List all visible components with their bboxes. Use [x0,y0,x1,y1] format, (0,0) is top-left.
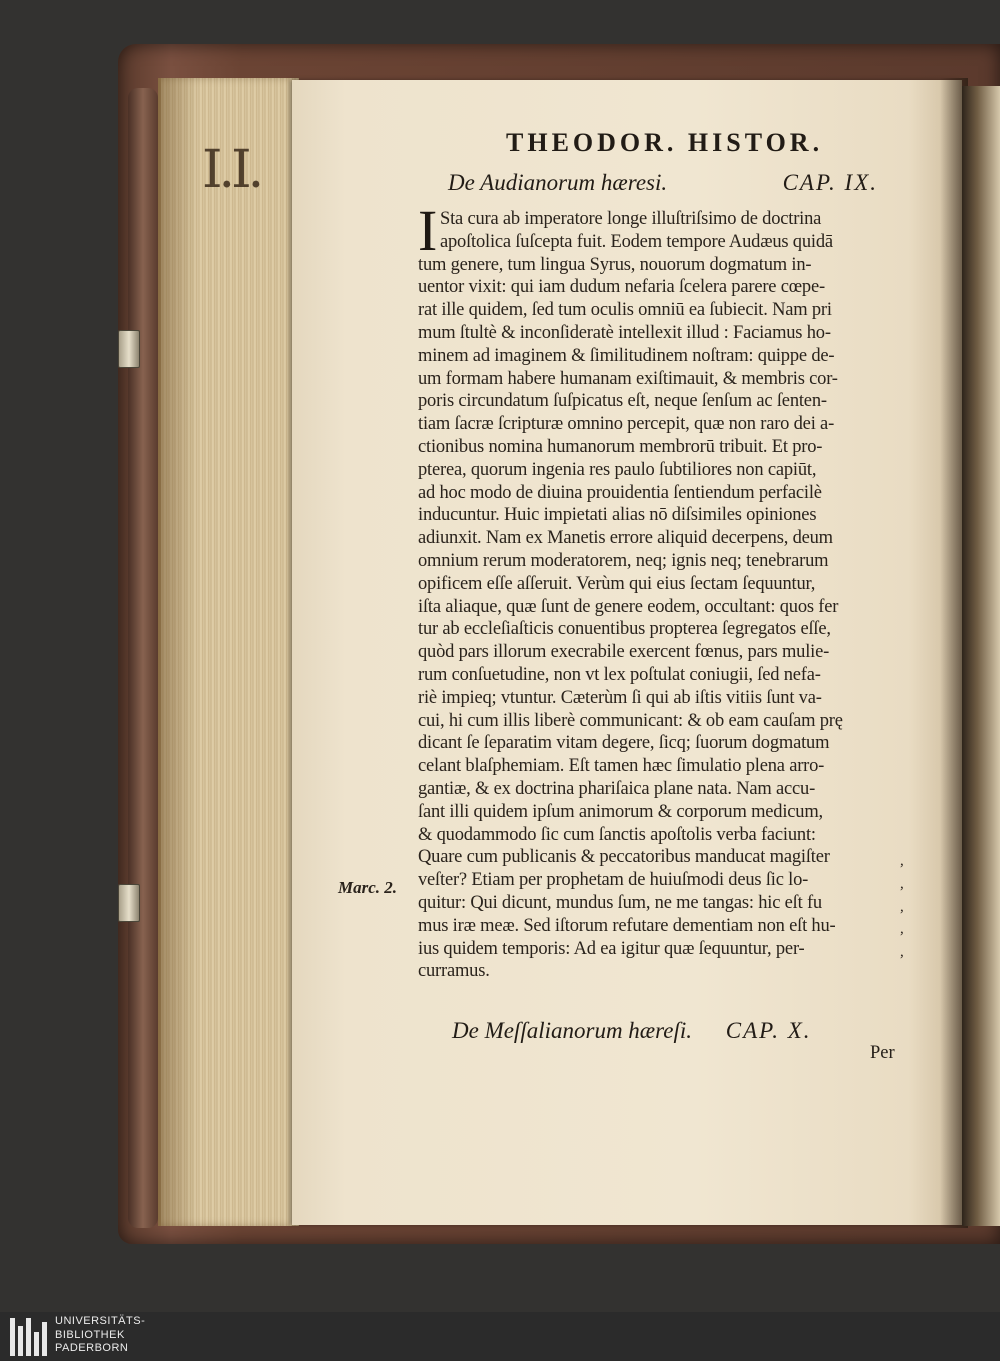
chapter-title-text: De Audianorum hæresi. [448,170,668,195]
text-line: dicant ſe ſeparatim vitam degere, ſicq; ſuorum dogmatum [418,733,830,754]
margin-note: Marc. 2. [338,878,398,897]
body-text [418,198,908,983]
text-line: iſta aliaque, quæ ſunt de genere eodem, occultant: quos fer [418,596,839,617]
text-line: riè impieq; vtuntur. Cæterùm ſi qui ab iſtis vitiis ſunt va- [418,687,822,708]
text-line: inducuntur. Huic impietati alias nō diſsimiles opiniones [418,505,817,526]
text-line: opificem eſſe aſſeruit. Verùm qui eius ſectam ſequuntur, [418,573,816,594]
clasp-lower [118,884,140,922]
library-name-line3: PADERBORN [55,1342,129,1354]
text-line: veſter? Etiam per prophetam de huiuſmodi deus ſic lo- [418,870,809,891]
text-line: celant blaſphemiam. Eſt tamen hæc ſimulatio plena arro- [418,756,825,777]
text-line: rum conſuetudine, non vt lex poſtulat coniugii, ſed nefa- [418,664,821,685]
text-line: ad hoc modo de diuina prouidentia ſentiendum perfacilè [418,482,822,503]
clasp-upper [118,330,140,368]
text-line: Quare cum publicanis & peccatoribus manducat magiſter [418,847,830,868]
library-name-line2: BIBLIOTHEK [55,1328,125,1341]
drop-capital: I [418,198,438,263]
library-name-line1: UNIVERSITÄTS- [55,1315,146,1327]
next-chapter-title-text: De Meſſalianorum hæreſi. [452,1018,692,1043]
text-line: mum ſtultè & inconſideratè intellexit illud : Faciamus ho- [418,322,831,343]
library-logo-icon [10,1318,48,1356]
text-line: & quodammodo ſic cum ſanctis apoſtolis verba faciunt: [418,824,816,845]
text-line: curramus. [418,961,490,982]
facing-page-edge [962,86,1000,1226]
library-name [55,1315,145,1356]
text-line: ctionibus nomina humanorum membrorū tribuit. Et pro- [418,436,823,457]
text-line: um formam habere humanam exiſtimauit, & membris cor- [418,368,838,389]
text-line: tiam ſacræ ſcripturæ omnino percepit, quæ non raro dei a- [418,414,835,435]
cover-edge [128,88,158,1228]
text-line: tur ab eccleſiaſticis conuentibus propterea ſegregatos eſſe, [418,619,831,640]
quote-mark: , [900,875,904,892]
running-head: THEODOR. HISTOR. [506,128,824,157]
text-line: cui, hi cum illis liberè communicant: & ob eam cauſam prę [418,710,843,731]
text-line: omnium rerum moderatorem, neq; ignis neq; tenebrarum [418,550,829,571]
quote-mark: , [900,921,904,938]
next-chapter-number: CAP. X. [725,1018,812,1043]
text-line: ſant illi quidem ipſum animorum & corporum medicum, [418,801,823,822]
quote-mark: , [900,853,904,869]
quote-marks [900,850,914,964]
catchword: Per [870,1043,895,1063]
text-line: quòd pars illorum execrabile exercent fœnus, pars mulie- [418,642,830,663]
quote-mark: , [900,898,904,915]
text-line: ius quidem temporis: Ad ea igitur quæ ſequuntur, per- [418,938,805,959]
text-line: mus iræ meæ. Sed iſtorum refutare dementiam non eſt hu- [418,915,836,936]
edge-mark: I.I. [202,140,261,200]
text-line: uentor vixit: qui iam dudum nefaria ſcelera parere cœpe- [418,277,825,298]
page-edges-shade [158,78,198,1226]
text-line: apoſtolica ſuſcepta fuit. Eodem tempore Audæus quidā [440,231,833,252]
library-footer [0,1312,1000,1361]
text-line: tum genere, tum lingua Syrus, nouorum dogmatum in- [418,254,812,275]
quote-mark: , [900,944,904,961]
text-line: Sta cura ab imperatore longe illuſtriſsimo de doctrina [440,209,822,229]
text-line: poris circundatum ſuſpicatus eſt, neque ſenſum ac ſenten- [418,391,827,412]
text-line: pterea, quorum ingenia res paulo ſubtiliores non capiūt, [418,459,817,480]
text-line: gantiæ, & ex doctrina phariſaica plane nata. Nam accu- [418,778,816,799]
text-line: adiunxit. Nam ex Manetis errore aliquid decerpens, deum [418,528,833,549]
text-line: quitur: Qui dicunt, mundus ſum, ne me tangas: hic eſt fu [418,892,822,913]
text-line: minem ad imaginem & ſimilitudinem noſtram: quippe de- [418,345,835,366]
chapter-title [448,170,878,196]
text-line: rat ille quidem, ſed tum oculis omniū ea ſubiecit. Nam pri [418,300,832,321]
next-chapter-title [452,1018,812,1044]
chapter-number: CAP. IX. [782,170,878,195]
